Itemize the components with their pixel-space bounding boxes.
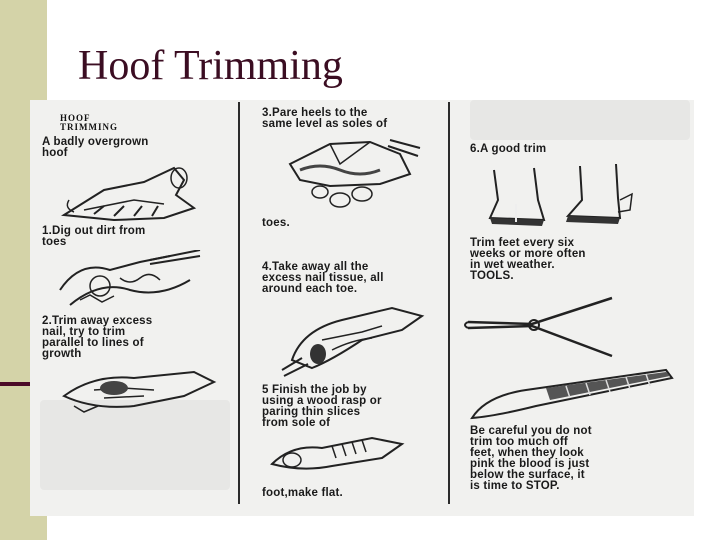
good-trim-hooves-drawing [480,160,650,230]
dig-dirt-drawing [50,250,220,312]
rasp-drawing [262,434,412,474]
step-6-text: 6.A good trim [470,143,547,155]
illustration-header: HOOF TRIMMING [60,113,118,132]
caption-overgrown-hoof: A badly overgrown hoof [42,136,149,159]
step-3-continued: toes. [262,217,290,229]
scan-smudge [470,100,690,140]
hoof-trimmer-tool-drawing [462,294,622,364]
remove-tissue-drawing [262,300,432,378]
pare-heels-drawing [270,134,430,212]
trim-advice-text: Trim feet every six weeks or more often in wet weather. TOOLS. [470,237,586,282]
hoof-trimming-illustration [30,100,694,516]
trim-nail-drawing [54,366,224,414]
hoof-knife-tool-drawing [466,366,676,426]
step-2-text: 2.Trim away excess nail, try to trim parallel to lines of growth [42,315,153,360]
overgrown-hoof-drawing [44,160,224,224]
step-3-text: 3.Pare heels to the same level as soles of [262,107,388,130]
step-5-text: 5 Finish the job by using a wood rasp or paring thin slices from sole of [262,384,382,429]
step-5-continued: foot,make flat. [262,487,343,499]
step-4-text: 4.Take away all the excess nail tissue, all around each toe. [262,261,384,295]
column-divider [448,102,450,504]
warning-text: Be careful you do not trim too much off feet, when they look pink the blood is just below the surface, it is time to STOP. [470,425,592,492]
page-title: Hoof Trimming [78,43,343,89]
step-1-text: 1.Dig out dirt from toes [42,225,146,248]
column-divider [238,102,240,504]
